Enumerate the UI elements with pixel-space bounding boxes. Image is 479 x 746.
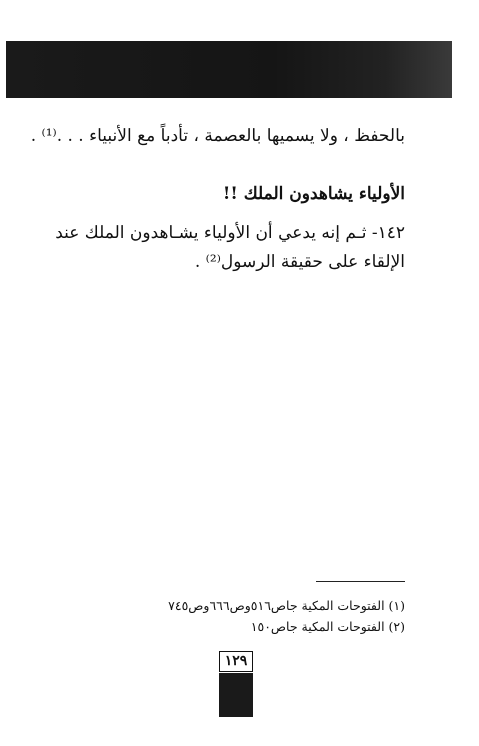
paragraph <box>55 219 405 277</box>
paragraph-line-2: الإلقاء على حقيقة الرسول⁽²⁾ . <box>194 252 405 272</box>
footnotes <box>168 595 405 637</box>
footnote-1: (١) الفتوحات المكية جا‌ص٥١٦‌وص٦٦٦‌وص٧٤٥ <box>168 598 405 613</box>
footnote-separator <box>316 581 405 582</box>
page-tab-block <box>219 673 253 717</box>
body-text-line: بالحفظ ، ولا يسميها بالعصمة ، تأدباً مع الأنبياء . . .⁽¹⁾ . <box>30 126 405 146</box>
header-bar <box>6 41 452 98</box>
paragraph-line-1: ١٤٢- ثـم إنه يدعي أن الأولياء يشـاهدون الملك عند <box>55 223 405 243</box>
page-number: ١٢٩ <box>219 651 253 672</box>
footnote-2: (٢) الفتوحات المكية جا‌ص١٥٠ <box>250 619 405 634</box>
section-heading: الأولياء يشاهدون الملك !! <box>222 184 405 204</box>
